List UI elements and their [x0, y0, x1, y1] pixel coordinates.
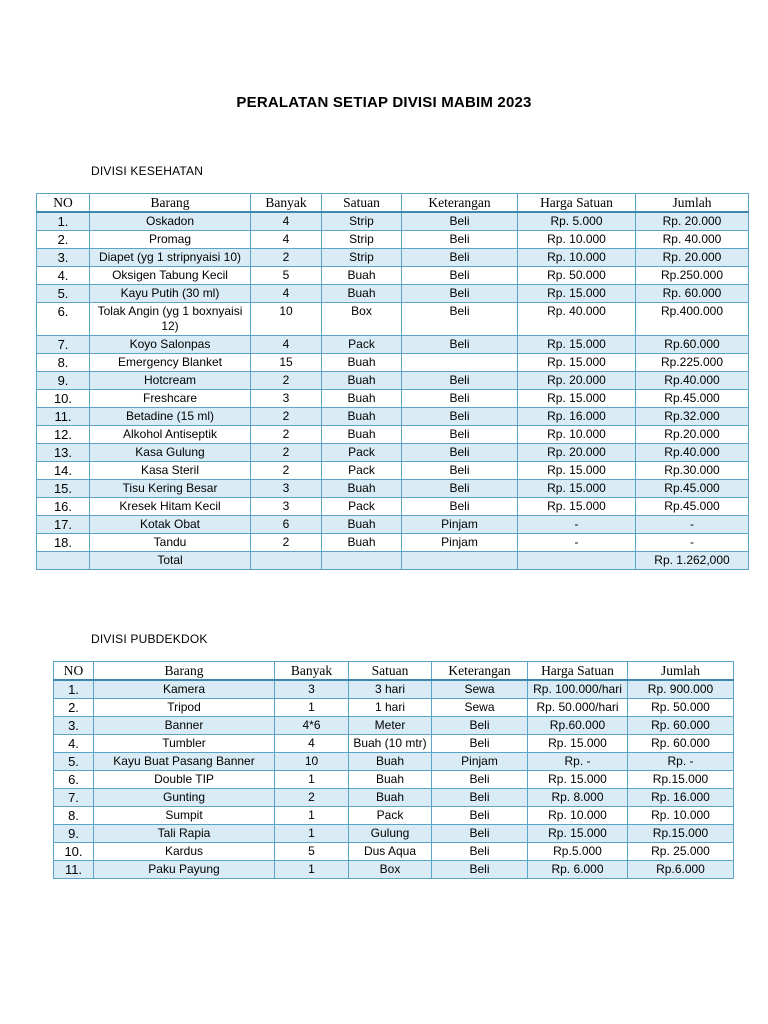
cell-no: 2. — [54, 699, 94, 717]
cell-banyak: 2 — [251, 372, 322, 390]
cell-no: 4. — [54, 735, 94, 753]
cell-barang: Gunting — [94, 789, 275, 807]
cell-jumlah: Rp.40.000 — [636, 444, 749, 462]
cell-barang: Tisu Kering Besar — [90, 480, 251, 498]
cell-jumlah: Rp. 25.000 — [628, 843, 734, 861]
cell-no: 1. — [37, 212, 90, 231]
cell-satuan: Buah — [322, 516, 402, 534]
cell-banyak: 1 — [275, 699, 349, 717]
cell-keterangan: Beli — [402, 498, 518, 516]
table-row — [54, 699, 734, 717]
cell-satuan: Pack — [322, 336, 402, 354]
cell-satuan: Gulung — [349, 825, 432, 843]
table-row — [37, 231, 749, 249]
cell-keterangan — [402, 354, 518, 372]
cell-no: 11. — [37, 408, 90, 426]
cell-no: 11. — [54, 861, 94, 879]
cell-jumlah: Rp.30.000 — [636, 462, 749, 480]
cell-harga-satuan: Rp. 5.000 — [518, 212, 636, 231]
cell-banyak: 4 — [275, 735, 349, 753]
cell-no: 5. — [37, 285, 90, 303]
table-row — [37, 444, 749, 462]
cell-satuan: Buah (10 mtr) — [349, 735, 432, 753]
cell-jumlah: Rp.45.000 — [636, 480, 749, 498]
cell-banyak: 3 — [251, 498, 322, 516]
cell-banyak: 2 — [251, 408, 322, 426]
document-title: PERALATAN SETIAP DIVISI MABIM 2023 — [236, 94, 532, 111]
cell-barang: Kasa Gulung — [90, 444, 251, 462]
cell-banyak: 2 — [251, 249, 322, 267]
cell-harga-satuan: Rp. 50.000/hari — [528, 699, 628, 717]
cell-harga-satuan: Rp. 10.000 — [528, 807, 628, 825]
cell-barang: Sumpit — [94, 807, 275, 825]
cell-satuan: Strip — [322, 212, 402, 231]
cell-no: 12. — [37, 426, 90, 444]
cell-jumlah: Rp. 60.000 — [636, 285, 749, 303]
cell-satuan: Dus Aqua — [349, 843, 432, 861]
cell-barang: Oksigen Tabung Kecil — [90, 267, 251, 285]
cell-barang: Hotcream — [90, 372, 251, 390]
cell-banyak: 2 — [251, 444, 322, 462]
table-row — [37, 408, 749, 426]
cell-banyak: 5 — [275, 843, 349, 861]
cell-satuan: Buah — [322, 354, 402, 372]
cell-jumlah: Rp.15.000 — [628, 771, 734, 789]
cell-jumlah: Rp. 20.000 — [636, 249, 749, 267]
cell-banyak: 1 — [275, 771, 349, 789]
cell-barang: Tumbler — [94, 735, 275, 753]
cell-no: 1. — [54, 680, 94, 699]
cell-barang: Koyo Salonpas — [90, 336, 251, 354]
cell-barang: Alkohol Antiseptik — [90, 426, 251, 444]
cell-banyak: 2 — [251, 426, 322, 444]
cell-harga-satuan: - — [518, 516, 636, 534]
cell-jumlah: Rp. 60.000 — [628, 735, 734, 753]
cell-no: 17. — [37, 516, 90, 534]
cell-keterangan: Beli — [432, 843, 528, 861]
cell-harga-satuan: Rp. 8.000 — [528, 789, 628, 807]
cell-banyak: 4*6 — [275, 717, 349, 735]
cell-harga-satuan: Rp. 10.000 — [518, 249, 636, 267]
header-keterangan: Keterangan — [432, 662, 528, 681]
cell-no: 7. — [54, 789, 94, 807]
cell-harga-satuan: Rp. 15.000 — [518, 285, 636, 303]
cell-satuan: Strip — [322, 231, 402, 249]
cell-banyak: 2 — [251, 462, 322, 480]
cell-banyak: 4 — [251, 231, 322, 249]
header-barang: Barang — [94, 662, 275, 681]
cell-satuan: Buah — [322, 372, 402, 390]
cell-satuan: Box — [349, 861, 432, 879]
cell-barang: Kasa Steril — [90, 462, 251, 480]
cell-harga-satuan: Rp. 20.000 — [518, 372, 636, 390]
table-row — [54, 843, 734, 861]
cell-banyak: 3 — [275, 680, 349, 699]
cell-barang: Kamera — [94, 680, 275, 699]
cell-keterangan: Beli — [402, 390, 518, 408]
total-empty-cell — [402, 552, 518, 570]
cell-keterangan: Beli — [402, 480, 518, 498]
cell-no: 9. — [37, 372, 90, 390]
cell-harga-satuan: Rp. 40.000 — [518, 303, 636, 336]
cell-jumlah: Rp.45.000 — [636, 390, 749, 408]
cell-jumlah: Rp.60.000 — [636, 336, 749, 354]
cell-satuan: Pack — [349, 807, 432, 825]
total-empty-cell — [322, 552, 402, 570]
cell-no: 2. — [37, 231, 90, 249]
cell-barang: Kayu Putih (30 ml) — [90, 285, 251, 303]
cell-no: 13. — [37, 444, 90, 462]
cell-banyak: 2 — [275, 789, 349, 807]
total-label: Total — [90, 552, 251, 570]
cell-harga-satuan: Rp. 15.000 — [518, 354, 636, 372]
table-row — [37, 303, 749, 336]
cell-jumlah: Rp.40.000 — [636, 372, 749, 390]
cell-keterangan: Beli — [402, 285, 518, 303]
table-header-row — [37, 194, 749, 213]
cell-banyak: 1 — [275, 825, 349, 843]
header-banyak: Banyak — [275, 662, 349, 681]
table-row — [37, 462, 749, 480]
cell-banyak: 6 — [251, 516, 322, 534]
cell-keterangan: Pinjam — [402, 516, 518, 534]
cell-banyak: 4 — [251, 336, 322, 354]
cell-banyak: 4 — [251, 212, 322, 231]
cell-jumlah: Rp.400.000 — [636, 303, 749, 336]
cell-jumlah: - — [636, 516, 749, 534]
cell-satuan: Buah — [322, 426, 402, 444]
cell-keterangan: Beli — [432, 825, 528, 843]
cell-barang: Tolak Angin (yg 1 boxnyaisi 12) — [90, 303, 251, 336]
cell-barang: Promag — [90, 231, 251, 249]
table-row — [54, 717, 734, 735]
cell-no: 7. — [37, 336, 90, 354]
table-row — [37, 516, 749, 534]
header-harga-satuan: Harga Satuan — [518, 194, 636, 213]
table-row — [54, 789, 734, 807]
header-harga-satuan: Harga Satuan — [528, 662, 628, 681]
cell-harga-satuan: Rp. 20.000 — [518, 444, 636, 462]
cell-keterangan: Beli — [432, 789, 528, 807]
cell-harga-satuan: Rp. 10.000 — [518, 231, 636, 249]
cell-harga-satuan: Rp. 15.000 — [518, 336, 636, 354]
cell-barang: Banner — [94, 717, 275, 735]
cell-no: 10. — [54, 843, 94, 861]
cell-harga-satuan: Rp. 16.000 — [518, 408, 636, 426]
cell-banyak: 3 — [251, 390, 322, 408]
cell-satuan: Buah — [322, 480, 402, 498]
cell-harga-satuan: - — [518, 534, 636, 552]
cell-jumlah: Rp.225.000 — [636, 354, 749, 372]
cell-jumlah: Rp.45.000 — [636, 498, 749, 516]
cell-keterangan: Beli — [402, 426, 518, 444]
cell-harga-satuan: Rp. 50.000 — [518, 267, 636, 285]
cell-satuan: Buah — [322, 408, 402, 426]
cell-harga-satuan: Rp. 15.000 — [518, 480, 636, 498]
cell-banyak: 2 — [251, 534, 322, 552]
table-row — [54, 771, 734, 789]
cell-jumlah: Rp.15.000 — [628, 825, 734, 843]
cell-keterangan: Beli — [402, 249, 518, 267]
cell-satuan: Buah — [322, 390, 402, 408]
cell-keterangan: Beli — [402, 231, 518, 249]
table-row — [37, 498, 749, 516]
cell-barang: Emergency Blanket — [90, 354, 251, 372]
cell-harga-satuan: Rp. 15.000 — [528, 825, 628, 843]
cell-barang: Kayu Buat Pasang Banner — [94, 753, 275, 771]
cell-keterangan: Beli — [432, 861, 528, 879]
table-row — [37, 426, 749, 444]
cell-no: 9. — [54, 825, 94, 843]
cell-keterangan: Beli — [432, 771, 528, 789]
cell-barang: Betadine (15 ml) — [90, 408, 251, 426]
cell-barang: Kotak Obat — [90, 516, 251, 534]
table-row — [37, 285, 749, 303]
table-row — [54, 753, 734, 771]
cell-keterangan: Beli — [402, 267, 518, 285]
cell-satuan: Buah — [322, 534, 402, 552]
cell-keterangan: Beli — [402, 336, 518, 354]
section-label-pubdekdok: DIVISI PUBDEKDOK — [91, 632, 208, 646]
cell-no: 14. — [37, 462, 90, 480]
cell-banyak: 5 — [251, 267, 322, 285]
total-value: Rp. 1.262,000 — [636, 552, 749, 570]
cell-barang: Oskadon — [90, 212, 251, 231]
cell-harga-satuan: Rp.5.000 — [528, 843, 628, 861]
cell-satuan: Buah — [349, 753, 432, 771]
cell-no: 8. — [54, 807, 94, 825]
cell-barang: Paku Payung — [94, 861, 275, 879]
cell-jumlah: Rp. 50.000 — [628, 699, 734, 717]
cell-banyak: 4 — [251, 285, 322, 303]
cell-keterangan: Beli — [402, 444, 518, 462]
cell-keterangan: Beli — [402, 462, 518, 480]
table-row — [54, 861, 734, 879]
header-jumlah: Jumlah — [628, 662, 734, 681]
cell-keterangan: Beli — [402, 408, 518, 426]
cell-barang: Double TIP — [94, 771, 275, 789]
cell-barang: Tandu — [90, 534, 251, 552]
total-empty-cell — [37, 552, 90, 570]
cell-banyak: 15 — [251, 354, 322, 372]
cell-banyak: 10 — [275, 753, 349, 771]
cell-banyak: 1 — [275, 861, 349, 879]
cell-keterangan: Beli — [402, 212, 518, 231]
cell-jumlah: Rp.250.000 — [636, 267, 749, 285]
table-row — [37, 390, 749, 408]
cell-barang: Tali Rapia — [94, 825, 275, 843]
table-row — [54, 825, 734, 843]
cell-keterangan: Beli — [402, 303, 518, 336]
cell-satuan: 3 hari — [349, 680, 432, 699]
table-row — [54, 735, 734, 753]
table-row — [37, 372, 749, 390]
cell-harga-satuan: Rp. 6.000 — [528, 861, 628, 879]
cell-harga-satuan: Rp. - — [528, 753, 628, 771]
cell-harga-satuan: Rp. 15.000 — [528, 735, 628, 753]
cell-satuan: 1 hari — [349, 699, 432, 717]
cell-satuan: Strip — [322, 249, 402, 267]
cell-jumlah: Rp. - — [628, 753, 734, 771]
cell-keterangan: Beli — [432, 735, 528, 753]
cell-keterangan: Sewa — [432, 699, 528, 717]
header-barang: Barang — [90, 194, 251, 213]
cell-satuan: Pack — [322, 498, 402, 516]
cell-harga-satuan: Rp. 15.000 — [528, 771, 628, 789]
table-row — [37, 480, 749, 498]
cell-keterangan: Beli — [432, 717, 528, 735]
cell-jumlah: Rp. 40.000 — [636, 231, 749, 249]
table-pubdekdok — [53, 661, 734, 879]
table-row — [37, 336, 749, 354]
cell-no: 4. — [37, 267, 90, 285]
cell-harga-satuan: Rp. 10.000 — [518, 426, 636, 444]
cell-keterangan: Sewa — [432, 680, 528, 699]
cell-jumlah: Rp.32.000 — [636, 408, 749, 426]
cell-jumlah: Rp.6.000 — [628, 861, 734, 879]
table-row — [54, 680, 734, 699]
cell-keterangan: Pinjam — [432, 753, 528, 771]
cell-harga-satuan: Rp.60.000 — [528, 717, 628, 735]
header-jumlah: Jumlah — [636, 194, 749, 213]
cell-barang: Freshcare — [90, 390, 251, 408]
cell-no: 8. — [37, 354, 90, 372]
cell-harga-satuan: Rp. 100.000/hari — [528, 680, 628, 699]
cell-jumlah: Rp. 10.000 — [628, 807, 734, 825]
cell-banyak: 1 — [275, 807, 349, 825]
cell-satuan: Buah — [349, 789, 432, 807]
table-row — [37, 212, 749, 231]
cell-no: 3. — [37, 249, 90, 267]
table-row — [37, 534, 749, 552]
cell-jumlah: Rp.20.000 — [636, 426, 749, 444]
table-row — [37, 249, 749, 267]
header-satuan: Satuan — [322, 194, 402, 213]
header-banyak: Banyak — [251, 194, 322, 213]
table-kesehatan — [36, 193, 749, 570]
cell-no: 18. — [37, 534, 90, 552]
cell-jumlah: - — [636, 534, 749, 552]
cell-no: 10. — [37, 390, 90, 408]
cell-no: 15. — [37, 480, 90, 498]
table-header-row — [54, 662, 734, 681]
table-row — [54, 807, 734, 825]
cell-barang: Kardus — [94, 843, 275, 861]
cell-satuan: Box — [322, 303, 402, 336]
cell-harga-satuan: Rp. 15.000 — [518, 498, 636, 516]
cell-keterangan: Beli — [402, 372, 518, 390]
table-row — [37, 354, 749, 372]
total-row — [37, 552, 749, 570]
header-no: NO — [54, 662, 94, 681]
cell-no: 3. — [54, 717, 94, 735]
cell-banyak: 10 — [251, 303, 322, 336]
cell-no: 16. — [37, 498, 90, 516]
cell-satuan: Buah — [322, 285, 402, 303]
cell-barang: Diapet (yg 1 stripnyaisi 10) — [90, 249, 251, 267]
header-no: NO — [37, 194, 90, 213]
cell-harga-satuan: Rp. 15.000 — [518, 462, 636, 480]
cell-banyak: 3 — [251, 480, 322, 498]
total-empty-cell — [251, 552, 322, 570]
cell-jumlah: Rp. 16.000 — [628, 789, 734, 807]
section-label-kesehatan: DIVISI KESEHATAN — [91, 164, 204, 178]
table-row — [37, 267, 749, 285]
cell-no: 6. — [54, 771, 94, 789]
cell-barang: Kresek Hitam Kecil — [90, 498, 251, 516]
header-satuan: Satuan — [349, 662, 432, 681]
cell-satuan: Pack — [322, 462, 402, 480]
header-keterangan: Keterangan — [402, 194, 518, 213]
cell-barang: Tripod — [94, 699, 275, 717]
cell-satuan: Buah — [349, 771, 432, 789]
cell-jumlah: Rp. 60.000 — [628, 717, 734, 735]
cell-no: 5. — [54, 753, 94, 771]
cell-keterangan: Beli — [432, 807, 528, 825]
cell-satuan: Meter — [349, 717, 432, 735]
total-empty-cell — [518, 552, 636, 570]
cell-keterangan: Pinjam — [402, 534, 518, 552]
cell-no: 6. — [37, 303, 90, 336]
cell-harga-satuan: Rp. 15.000 — [518, 390, 636, 408]
cell-satuan: Buah — [322, 267, 402, 285]
cell-satuan: Pack — [322, 444, 402, 462]
cell-jumlah: Rp. 900.000 — [628, 680, 734, 699]
cell-jumlah: Rp. 20.000 — [636, 212, 749, 231]
